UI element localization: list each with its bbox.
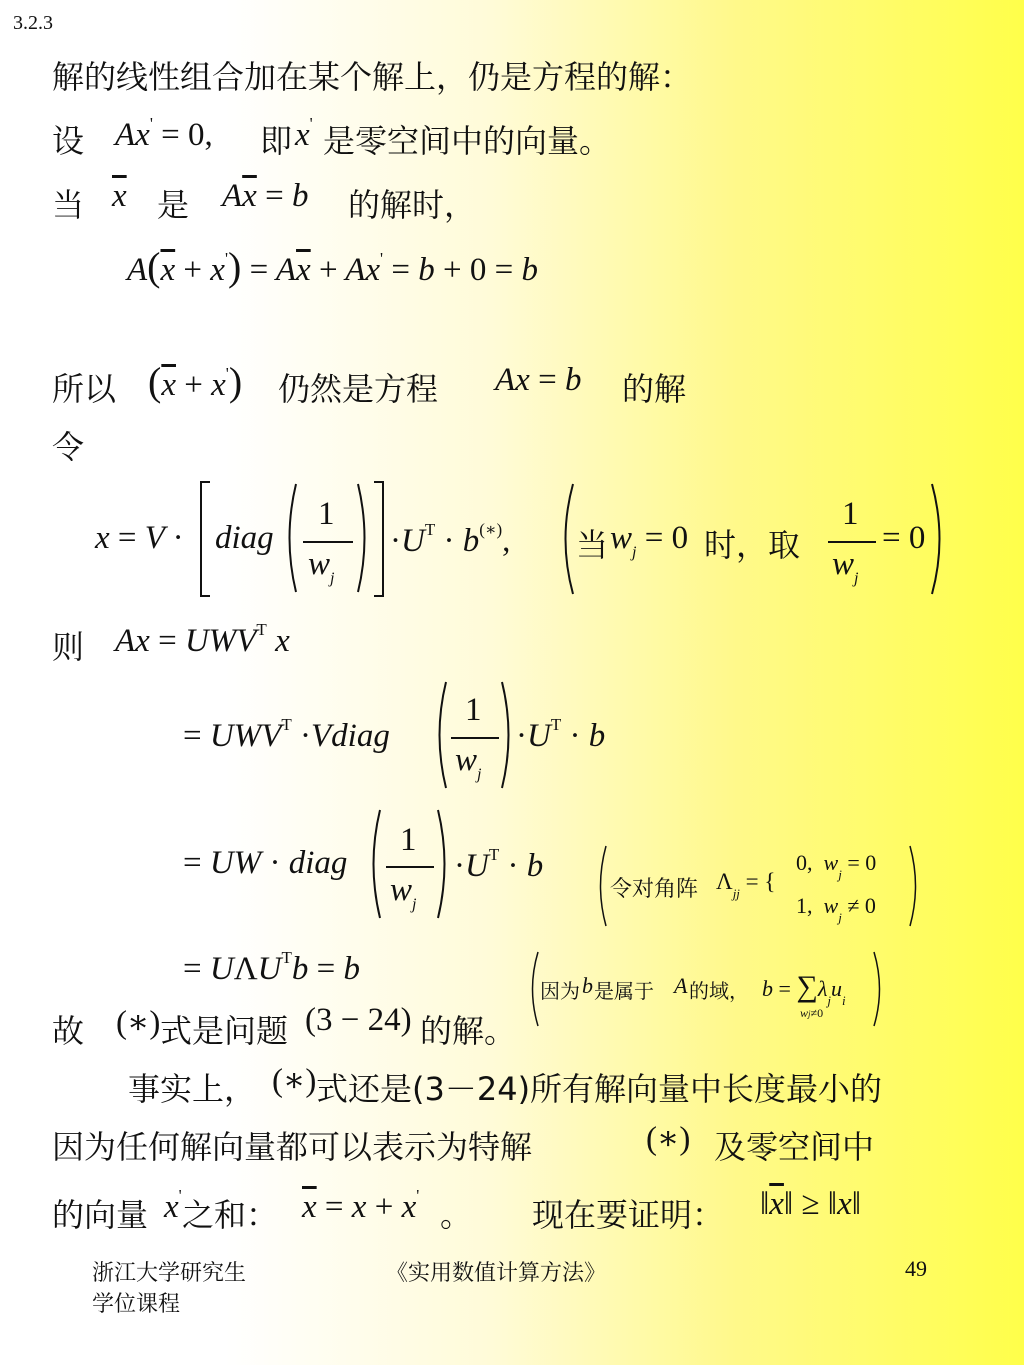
line-15-a: 的向量 bbox=[52, 1196, 149, 1234]
eq-ax-b: Ax = b bbox=[495, 362, 582, 398]
step1-frac-line bbox=[451, 737, 499, 739]
step1-paren-right bbox=[500, 680, 516, 790]
cond-paren-right bbox=[930, 482, 948, 596]
line-8-label: 则 bbox=[52, 628, 85, 666]
note1-label: 令对角阵 bbox=[610, 877, 699, 902]
diag-text: diag bbox=[215, 520, 274, 556]
line-12-mid: 式是问题 bbox=[160, 1012, 289, 1050]
norm-inequality: $‖\overline{x}‖$ ≥ ‖x‖ bbox=[760, 1186, 861, 1222]
step2-paren-right bbox=[436, 808, 452, 920]
line-13-b: 式还是(3－24)所有解向量中长度最小的 bbox=[316, 1070, 883, 1108]
step2-frac-line bbox=[386, 866, 434, 868]
expr-xbar-plus-xprime: $(\overline{x} + x')$ bbox=[148, 359, 243, 404]
line-15-c: 。 bbox=[440, 1196, 473, 1234]
line-3-label: 当 bbox=[52, 186, 85, 224]
note2-paren-right bbox=[872, 950, 886, 1028]
line-14-tail: 及零空间中 bbox=[714, 1128, 875, 1166]
paren-right bbox=[356, 482, 372, 594]
line-5-mid: 仍然是方程 bbox=[278, 370, 439, 408]
line-3-tail: 的解时， bbox=[348, 186, 477, 224]
eq-step-2: = UW · diag bbox=[183, 845, 348, 881]
star-ref-1: (∗) bbox=[116, 1005, 161, 1041]
star-ref-3: (∗) bbox=[646, 1121, 691, 1157]
line-15-d: 现在要证明： bbox=[532, 1196, 725, 1234]
frac-line bbox=[303, 541, 353, 543]
step2-frac-num: 1 bbox=[400, 822, 417, 858]
note2-sum: $b = \sum\lambda_ju_i$ bbox=[762, 970, 846, 1008]
var-x-bar: $\overline{x}$ bbox=[112, 178, 127, 214]
cond-take: 时，取 bbox=[704, 526, 801, 564]
footer-left-1: 浙江大学研究生 bbox=[92, 1261, 247, 1286]
note1-lambda: $\Lambda_{jj}$ = { bbox=[716, 869, 776, 901]
eq-axbar-b: $A\overline{x} = b$ bbox=[222, 178, 309, 214]
note2-b: 是属于 bbox=[594, 979, 654, 1003]
eq-step-3: = $U\Lambda U^Tb = b$ bbox=[183, 948, 361, 987]
line-2-label: 设 bbox=[52, 122, 85, 160]
problem-ref: (3 − 24) bbox=[305, 1002, 412, 1038]
line-2-tail: 是零空间中的向量。 bbox=[323, 122, 612, 160]
eq-ax-uwvt: $Ax = UWV^T$ x bbox=[115, 620, 290, 659]
line-3-shi: 是 bbox=[157, 186, 190, 224]
line-5-label: 所以 bbox=[52, 370, 117, 408]
frac-den-wj: $w_j$ bbox=[308, 546, 335, 587]
eq-ax-prime-zero: Ax' = 0, bbox=[115, 114, 213, 153]
eq-x-def-lhs: x = V · bbox=[95, 520, 184, 556]
eq-sum-solution: $A(\overline{x} + x') = A\overline{x} + Ax' = b + 0 = b$ bbox=[127, 244, 538, 289]
line-12-label: 故 bbox=[52, 1012, 85, 1050]
line-2-ji: 即 bbox=[260, 122, 293, 160]
note2-c: 的域， bbox=[689, 979, 749, 1003]
cond-frac-den: $w_j$ bbox=[832, 546, 859, 587]
var-x-prime: x' bbox=[295, 114, 313, 153]
note2-a-var: A bbox=[674, 973, 688, 998]
page-number: 49 bbox=[905, 1256, 927, 1281]
note2-a: 因为 bbox=[540, 979, 580, 1003]
star-ref-2: (∗) bbox=[272, 1063, 317, 1099]
line-15-b: 之和： bbox=[182, 1196, 279, 1234]
var-x-prime-2: x' bbox=[164, 1186, 182, 1225]
frac-num-1: 1 bbox=[318, 496, 335, 532]
footer-center: 《实用数值计算方法》 bbox=[386, 1261, 607, 1286]
note1-paren-right bbox=[908, 844, 922, 928]
paren-left bbox=[282, 482, 298, 594]
eq-xbar-decomp: $\overline{x} = x + x'$ bbox=[302, 1186, 420, 1225]
line-5-tail: 的解 bbox=[622, 370, 687, 408]
eq-step-2-tail: $\cdot U^T \cdot b$ bbox=[454, 845, 544, 884]
cond-wj-zero: $w_j = 0$ bbox=[610, 520, 689, 561]
eq-x-def-rhs: $\cdot U^T \cdot b^{(∗)}$, bbox=[390, 520, 511, 559]
note1-case-1: 1, $w_j \ne 0$ bbox=[796, 893, 876, 925]
footer-left-2: 学位课程 bbox=[92, 1292, 181, 1317]
note2-paren-left bbox=[526, 950, 540, 1028]
note1-case-0: 0, $w_j = 0$ bbox=[796, 850, 877, 882]
note2-b-var: b bbox=[582, 973, 593, 998]
line-12-tail: 的解。 bbox=[420, 1012, 517, 1050]
cond-frac-line bbox=[828, 541, 876, 543]
step2-frac-den: $w_j$ bbox=[390, 872, 417, 913]
cond-eq-zero: = 0 bbox=[882, 520, 926, 556]
bracket-right bbox=[372, 480, 386, 598]
step1-paren-left bbox=[432, 680, 448, 790]
section-number: 3.2.3 bbox=[13, 12, 53, 34]
line-1: 解的线性组合加在某个解上，仍是方程的解： bbox=[52, 58, 693, 96]
line-6: 令 bbox=[52, 428, 85, 466]
step1-frac-num: 1 bbox=[465, 692, 482, 728]
eq-step-1: = $UWV^T$ ·Vdiag bbox=[183, 715, 390, 754]
step1-frac-den: $w_j$ bbox=[455, 742, 482, 783]
cond-paren-left bbox=[557, 482, 575, 596]
eq-step-1-tail: $\cdot U^T \cdot b$ bbox=[516, 715, 606, 754]
step2-paren-left bbox=[366, 808, 382, 920]
bracket-left bbox=[198, 480, 212, 598]
line-13-a: 事实上， bbox=[128, 1070, 257, 1108]
line-14: 因为任何解向量都可以表示为特解 bbox=[52, 1128, 533, 1166]
cond-frac-num: 1 bbox=[842, 496, 859, 532]
note2-sum-index: wj≠0 bbox=[800, 1006, 824, 1020]
note1-paren-left bbox=[594, 844, 608, 928]
cond-when: 当 bbox=[576, 526, 609, 564]
